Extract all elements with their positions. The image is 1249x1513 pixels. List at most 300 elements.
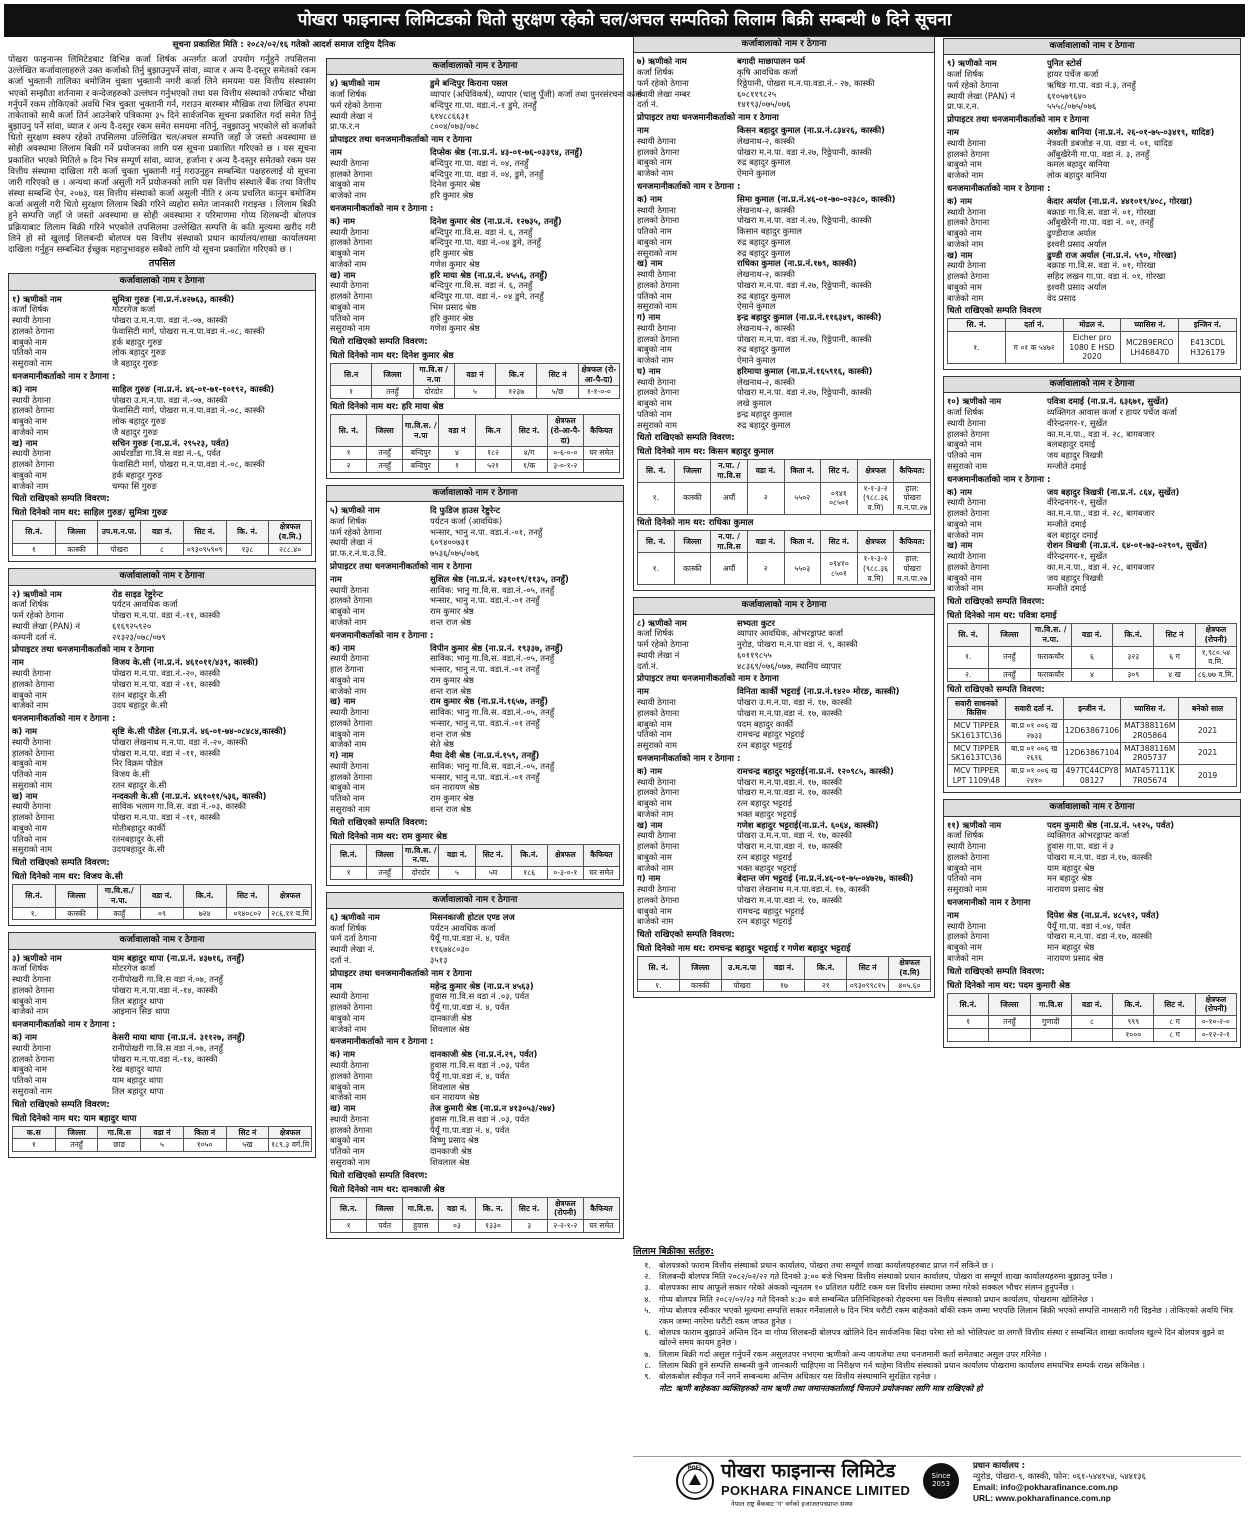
field-row [330, 1157, 620, 1168]
field-label: ६) ऋणीको नाम [330, 911, 380, 922]
field-value: इश्वरी प्रसाद अर्याल [1047, 281, 1107, 292]
field-value: सभ्यता कुटर [737, 617, 775, 628]
field-label: नाम [947, 909, 959, 920]
field-row [637, 291, 931, 302]
field-row [637, 78, 931, 89]
field-label: बाबुको नाम [330, 606, 365, 616]
table-cell: १,९८०.५४ व.मि. [1195, 646, 1236, 668]
field-row [637, 661, 931, 672]
field-label: हालको ठेगाना [637, 787, 680, 798]
field-label: बाबुको नाम [12, 336, 47, 347]
table-header-cell: गा.वि.स [98, 1126, 141, 1139]
table-row [948, 1016, 1237, 1029]
asset-heading: धितो राखिएको सम्पति विवरण: [947, 597, 1045, 608]
field-label: बाबुको नाम [637, 798, 672, 809]
guarantor-4 [637, 366, 931, 431]
proprietor-heading: प्रोपाइटर तथा धनजमानीकर्ताको नाम र ठेगाना [637, 113, 779, 123]
table-cell: तनहुँ [55, 1139, 98, 1152]
field-label: बाबुको नाम [12, 822, 47, 833]
field-value: धन नारायण श्रेष्ठ [430, 782, 480, 793]
field-value: उदयबहादुर के.सी [112, 844, 165, 855]
guarantor-1 [947, 487, 1237, 541]
field-label: हालको ठेगाना [637, 215, 680, 226]
field-label: स्थायी ठेगाना [947, 206, 986, 217]
footer [633, 1456, 1241, 1511]
guarantor-1 [637, 766, 931, 820]
field-label: स्थायी ठेगाना [637, 204, 676, 215]
table-cell: १. [638, 553, 675, 585]
field-value: याम बहादुर थापा (ना.प्र.नं. ४३७१६, तनहुँ) [112, 952, 245, 963]
field-row [12, 589, 312, 600]
field-label: बाबुको नाम [330, 674, 365, 685]
table-cell: १ [331, 866, 367, 879]
term-number: ४. [644, 1293, 651, 1304]
table-header-row [638, 530, 931, 552]
field-value: फेवासिटी मार्ग, पोखरा म.न.पा.वडा नं.-०८, कास्की [112, 459, 265, 469]
table-cell: MAT457111K 7R05674 [1121, 765, 1179, 787]
field-row [637, 280, 931, 291]
asset-table [12, 884, 312, 920]
field-label: कर्जा शिर्षक [330, 515, 367, 526]
field-row [947, 250, 1237, 261]
field-row [947, 159, 1237, 170]
field-value: रतन बहादुर के.सी [112, 779, 167, 790]
field-value: आँबुखैरेनी गा.पा. वडा नं. ०१, तनहुँ [1047, 217, 1154, 228]
field-value: जय बहादुर त्रिखत्री (ना.प्र.नं. ८६४, सुर्खेत) [1047, 486, 1180, 497]
field-row [330, 1071, 620, 1082]
field-row [637, 89, 931, 100]
table-header-cell: गा.वि.स [1030, 993, 1071, 1015]
field-row [12, 395, 312, 406]
field-value: कमल बहादुर बानिया [1047, 159, 1110, 170]
field-label: बाबुको नाम [947, 572, 982, 583]
field-value: हुवास गा.वि.स वडा नं .०३, पर्वत [430, 1113, 530, 1124]
field-label: ख) नाम [637, 819, 663, 830]
field-value: बन्दिपुर गा.पा. वडा.नं.-१ डुमे, तनहुँ [430, 99, 537, 110]
table-cell: १. [13, 907, 56, 920]
table-header-cell: मोडल नं. [1063, 319, 1121, 332]
proprietor [330, 981, 620, 1035]
table-cell: ग ०१ क ५४७२ [1005, 331, 1063, 363]
field-label: क) नाम [947, 195, 973, 206]
table-cell: ४ [1071, 669, 1112, 682]
field-row [330, 574, 620, 585]
field-label: स्थायी लेखा (PAN) नं [12, 620, 81, 631]
borrower-details [947, 396, 1237, 471]
term-number: १. [644, 1259, 651, 1270]
table-cell: ०-१२-२-१ [1195, 1028, 1236, 1041]
proprietor [947, 127, 1237, 181]
company-name-nepali: पोखरा फाइनान्स लिमिटेड [721, 1460, 896, 1482]
field-row [12, 438, 312, 449]
table-header-cell: सवारी साधनको किसिम [948, 697, 1006, 719]
field-row [330, 100, 620, 111]
field-row [637, 639, 931, 650]
field-value: सृष्टि के.सी पौडेल (ना.प्र.नं. ४६-०१-७४-०८४८४,कास्की) [112, 726, 287, 737]
field-row [637, 766, 931, 777]
borrower-box-6 [326, 892, 624, 1239]
field-label: स्थायी ठेगाना [330, 226, 369, 237]
table-row [13, 543, 312, 556]
field-label: फर्म रहेको ठेगाना [12, 610, 64, 621]
website-link[interactable]: URL: www.pokharafinance.com.np [973, 1492, 1111, 1503]
borrower-box-2 [8, 568, 316, 926]
field-label: ७) ऋणीको नाम [637, 56, 687, 67]
field-value: पोखरा म.न.पा. वडा नं.२७, रिठ्ठेपानी, कास्की [737, 387, 872, 398]
asset-owner-2: धितो दिनेको नाम थर: हरि माया श्रेष्ठ [330, 402, 444, 413]
field-value: व्यापार आवधिक, ओभरड्राफ्ट कर्जा [737, 628, 844, 639]
field-row [637, 809, 931, 820]
table-cell: १००० [1113, 1028, 1154, 1041]
field-label: स्थायी लेखा नं [637, 649, 680, 660]
field-value: हुवास गा.वि.स वडा नं .०३, पर्वत [430, 1060, 530, 1071]
guarantor-heading: धनजमानीकर्ताको नाम र ठेगाना : [12, 371, 116, 382]
field-value: लेखनाथ-२, कास्की [737, 269, 795, 279]
field-label: पतिको नाम [330, 793, 365, 803]
field-row [947, 953, 1237, 964]
since-label: Since [931, 1472, 951, 1481]
asset-heading: धितो राखिएको सम्पति विवरण: [12, 858, 110, 869]
field-row [947, 217, 1237, 228]
field-value: जै बहादुर गुरुङ [112, 358, 158, 368]
field-value: ३५१३ [430, 954, 448, 965]
field-value: पर्यटन आवधिक कर्जा [112, 599, 178, 610]
field-value: पोखरा म.न.पा. वडा नं.२७, रिठ्ठेपानी, कास्की [737, 215, 872, 226]
table-header-cell: क्षेत्रफल (रो-आ-पै-दा) [578, 364, 619, 386]
field-label: बाजेको नाम [637, 355, 674, 365]
field-row [637, 906, 931, 917]
table-header-cell: कि.नं. [183, 885, 226, 907]
field-label: ससुराको नाम [330, 803, 371, 814]
field-label: ख) नाम [947, 540, 973, 551]
proprietor [637, 686, 931, 751]
field-label: बाजेको नाम [12, 480, 49, 491]
field-value: व्यक्तिगत ओभरड्राफ्ट कर्जा [1047, 830, 1130, 841]
field-row [12, 326, 312, 337]
table-cell: ४०५.६० [889, 979, 931, 992]
field-value: बन्दिपुर गा.पा. वडा नं. ०४, तनहुँ [430, 157, 529, 168]
field-label: १) ऋणीको नाम [12, 293, 62, 304]
field-row [330, 793, 620, 804]
field-row [947, 80, 1237, 91]
table-row [948, 720, 1237, 742]
field-value: साविक: भानु गा.वि.स. वडा.नं.-०५, तनहुँ [430, 707, 555, 717]
table-header-cell: सि. नं. [638, 460, 675, 482]
box-title: कर्जावालाको नाम र ठेगाना [944, 800, 1240, 816]
term-item [633, 1294, 1241, 1304]
field-value: पोखरा म.न.पा. वडा नं.२७, रिठ्ठेपानी, कास्की [737, 333, 872, 344]
field-value: हरि कुमार श्रेष्ठ [430, 190, 474, 200]
field-label: हालको ठेगाना [12, 678, 55, 689]
field-row [330, 270, 620, 281]
field-value: नारायण प्रसाद श्रेष्ठ [1047, 884, 1104, 895]
field-row [330, 664, 620, 675]
term-text: गोप्य बोलपत्र मिति २०८२/०२/२३ गते दिनको ४:३० बजे सम्बन्धित प्रतिनिधिहरुको रोहवरमा यस वित्तीय संस्थाको प्रधान कार्यालय, पोखरामा खोलिनेछ । [659, 1293, 1094, 1304]
field-row [637, 168, 931, 179]
field-row [330, 280, 620, 291]
field-label: बाजेको नाम [330, 1092, 367, 1103]
table-header-cell: न.पा. /गा.वि.स [711, 460, 748, 482]
field-row [637, 194, 931, 205]
field-label: हालको ठेगाना [947, 217, 990, 228]
borrower-details [947, 58, 1237, 112]
field-row [12, 405, 312, 416]
field-value: बगादी माछापालन फर्म [737, 56, 806, 67]
field-label: दर्ता नं. [637, 99, 659, 110]
table-cell: दोरदोर [413, 386, 454, 399]
field-row [330, 1125, 620, 1136]
field-value: ६०११९८५५ [737, 649, 772, 660]
table-cell: १३८ [226, 543, 269, 556]
field-row [330, 772, 620, 783]
proprietor [637, 125, 931, 179]
table-header-row [13, 1126, 312, 1139]
field-value: गणेश कुमार श्रेष्ठ [430, 323, 480, 334]
field-row [330, 750, 620, 761]
field-row [637, 248, 931, 259]
table-cell: १ [331, 1220, 367, 1233]
term-number: ९. [644, 1371, 651, 1382]
field-label: बाबुको नाम [330, 1012, 365, 1023]
field-value: रेख बहादुर थापा [112, 1064, 162, 1075]
field-label: हालको ठेगाना [12, 1053, 55, 1064]
table-header-cell: सि. नं. [638, 957, 680, 979]
field-label: स्थायी ठेगाना [637, 322, 676, 333]
table-cell: कास्की [55, 907, 98, 920]
field-value: किसन बहादुर कुमाल (ना.प्र.नं.८३४२६, कास्की) [737, 125, 885, 135]
field-row [12, 1006, 312, 1017]
field-row [637, 67, 931, 78]
column-2 [326, 58, 642, 1510]
field-value: ६०८११९८२५ [737, 88, 777, 99]
table-header-cell: सि.नं. [13, 521, 56, 543]
table-cell: २१ [805, 979, 847, 992]
field-label: बाबुको नाम [12, 758, 47, 769]
field-value: राम कुमार श्रेष्ठ (ना.प्र.नं.१६५७, तनहुँ) [430, 696, 549, 707]
field-label: ससुराको नाम [637, 740, 678, 751]
term-text: बोलकबोल स्वीकृत गर्ने नगर्ने सम्बन्धमा अन्तिम अधिकार यस वित्तीय संस्थामानि सुरक्षित रहनेछ । [659, 1371, 937, 1382]
field-value: पैयूँ गा.पा. वडा नं.०४, पर्वत [1047, 920, 1131, 931]
field-value: रोड साइड रेष्टुरेन्ट [112, 588, 163, 599]
table-row [948, 669, 1237, 682]
field-label: बाजेको नाम [330, 258, 367, 269]
field-label: बाबुको नाम [330, 248, 365, 258]
field-row [637, 334, 931, 345]
svg-text:POFL: POFL [687, 1465, 703, 1472]
field-value: याम बहादुर श्रेष्ठ [1047, 862, 1095, 873]
guarantor-1 [637, 194, 931, 259]
field-row [637, 409, 931, 420]
field-row [637, 258, 931, 269]
field-label: बाजेको नाम [12, 1006, 49, 1017]
field-value: पोखरा म.न.पा.वडा नं.-१४, कास्की [112, 1053, 218, 1064]
field-label: फर्म रहेको ठेगाना [637, 77, 689, 88]
field-row [637, 686, 931, 697]
field-label: बाजेको नाम [330, 685, 367, 696]
field-label: नाम [637, 125, 649, 135]
field-label: पतिको नाम [330, 312, 365, 323]
field-row [12, 1086, 312, 1097]
field-row [12, 1054, 312, 1065]
table-cell: दोरदोर [403, 866, 439, 879]
borrower-box-10 [943, 376, 1241, 793]
field-label: स्थायी ठेगाना [330, 584, 369, 595]
field-label: क) नाम [12, 1032, 38, 1043]
field-row [330, 782, 620, 793]
company-name-english: POKHARA FINANCE LIMITED [721, 1483, 911, 1498]
field-label: कर्जा शिर्षक [330, 89, 367, 99]
table-header-cell: जिल्ला [55, 521, 98, 543]
field-label: बाबुको नाम [12, 416, 47, 426]
field-label: स्थायी लेखा नम्बर [637, 88, 691, 99]
table-cell: MAT388116M 2R05737 [1121, 742, 1179, 764]
field-label: स्थायी ठेगाना [330, 760, 369, 771]
proprietor-heading: प्रोपाइटर तथा धनजमानीकर्ताको नाम र ठेगाना [12, 645, 154, 656]
field-label: हालको ठेगाना [12, 984, 55, 995]
field-label: स्थायी ठेगाना [330, 707, 369, 717]
field-row [330, 955, 620, 966]
field-label: २) ऋणीको नाम [12, 588, 62, 599]
table-header-cell: गा.वि.स. /न.पा. [403, 844, 439, 866]
field-row [330, 933, 620, 944]
field-label: बाबुको नाम [637, 344, 672, 355]
field-label: फर्म दर्ता ठेगाना [330, 933, 377, 944]
term-number: ७. [644, 1348, 651, 1359]
guarantor-2 [12, 791, 312, 856]
field-row [12, 470, 312, 481]
field-row [947, 239, 1237, 250]
field-label: हालको ठेगाना [12, 325, 55, 336]
field-value: साविक: भानु गा.वि.स. वडा.नं.-०५, तनहुँ [430, 653, 555, 664]
field-label: स्थायी ठेगाना [330, 653, 369, 664]
term-item [633, 1282, 1241, 1292]
field-value: ५५५८/०७५/०७६ [1047, 101, 1097, 112]
table-cell: तनहुँ [989, 646, 1030, 668]
field-label: बाजेको नाम [947, 292, 984, 303]
table-header-cell: क.स [13, 1126, 56, 1139]
field-value: दिपेश श्रेष्ठ (ना.प्र.नं. ४८५१२, पर्वत) [1047, 909, 1160, 920]
field-label: हालको ठेगाना [330, 717, 373, 728]
field-label: ख) नाम [12, 437, 38, 448]
asset-heading: धितो राखिएको सम्पति विवरण: [637, 930, 735, 941]
field-value: इश्वरी प्रसाद अर्याल [1047, 238, 1107, 249]
field-label: क) नाम [637, 765, 663, 776]
term-number: २. [644, 1271, 651, 1282]
field-label: बाजेको नाम [637, 168, 674, 178]
field-label: बाबुको नाम [12, 995, 47, 1006]
field-row [637, 863, 931, 874]
field-label: क) नाम [330, 1049, 356, 1060]
field-label: क) नाम [330, 215, 356, 226]
field-label: स्थायी ठेगाना [330, 157, 369, 168]
field-label: क) नाम [947, 486, 973, 497]
field-label: ख) नाम [637, 258, 663, 269]
field-row [330, 981, 620, 992]
field-value: पोखरा उ.म.न.पा. वडा नं.-०७, कास्की [112, 394, 228, 405]
field-value: ढुण्डीराज अर्याल [1047, 228, 1096, 238]
field-value: विजय के.सी [112, 769, 150, 780]
since-badge [923, 1463, 959, 1499]
table-header-cell: उ.म.न.पा [721, 957, 763, 979]
table-cell: तनहुँ [989, 1016, 1030, 1029]
field-value: धन नारायण श्रेष्ठ [430, 1092, 480, 1103]
field-value: हरि कुमार श्रेष्ठ [430, 248, 474, 258]
field-value: भक्त बहादुर भट्टराई [737, 862, 797, 873]
asset-table [637, 459, 931, 515]
field-row [330, 323, 620, 334]
table-cell: ९९९ [1113, 1016, 1154, 1029]
field-label: कर्जा शिर्षक [947, 407, 984, 418]
field-row [947, 127, 1237, 138]
field-label: बाजेको नाम [330, 190, 367, 200]
borrower-details [330, 912, 620, 966]
table-header-cell: क्षेत्रफल (रोपनी) [547, 1197, 583, 1219]
field-label: हालको ठेगाना [330, 595, 373, 606]
table-header-cell: वडा नं. [1071, 993, 1112, 1015]
field-row [330, 190, 620, 201]
table-cell: २. [948, 669, 989, 682]
table-cell: ०९ [141, 907, 184, 920]
table-cell: ७२४ [183, 907, 226, 920]
table-cell: अर्घौ [711, 482, 748, 514]
field-value: सुशिल श्रेष्ठ (ना.प्र.नं. ४३१०१९/११३५, तनहुँ) [430, 573, 569, 584]
field-value: पोखरा उ.म.न.पा. वडा नं.-०७, कास्की [112, 315, 228, 325]
field-row [637, 136, 931, 147]
table-header-cell: सि.नं. [13, 885, 56, 907]
borrower-details [947, 820, 1237, 895]
borrower-box-4 [326, 58, 642, 479]
field-label: स्थायी ठेगाना [637, 697, 676, 708]
field-row [330, 912, 620, 923]
field-value: बक्राङ गा.वि.स. वडा नं. ०१, गोरखा [1047, 260, 1156, 271]
term-text: गोप्य बोलपत्र स्वीकार भएको मूल्यमा सम्पत्ति सकार गर्नेवालाले ७ दिन भित्र धरौटी रकम बाहेकको बाँकी रकम जम्मा भएपछि लिलाम बिक्री भएको सम्पत्ति नामसारी गरी दिइनेछ । तोकिएको अवधि भित्र रकम जम्मा नगरेमा धरौटी रकम जफत हुनेछ । [659, 1305, 1234, 1326]
table-cell: १ [439, 460, 475, 473]
table-cell: १८६ [511, 866, 547, 879]
field-row [637, 697, 931, 708]
table-cell: १-१-३-२ (९८८.३६ व.मि) [857, 553, 894, 585]
table-cell [948, 1028, 989, 1041]
table-cell: गुणादी [1030, 1016, 1071, 1029]
field-value: दिप्सेक श्रेष्ठ (ना.प्र.नं. ४३-०१-७६-०३३९४, तनहुँ) [430, 147, 583, 157]
field-row [637, 740, 931, 751]
table-header-cell: कि.न [475, 415, 511, 447]
field-row [947, 562, 1237, 573]
field-label: ससुराको नाम [637, 301, 678, 312]
intro-paragraph: पोखरा फाइनान्स लिमिटेडबाट विभिन्न कर्जा शिर्षक अन्तर्गत कर्जा उपयोग गर्नुहुने तपसिलमा उल्लेखित कर्जावालाहरुले उक्त कर्जाको तिर्नु बुझाउनुपर्ने सांवा, व्याज र अन्य दै-दस्तुर समेतको रकम कर्जा भुक्तानी तालिका बमोजिम चुक्ता भुक्तानी नगरी कर्जा लिने समयमा यस वित्तीय संस्थासंग भएको सम्झौता शर्तनामा र कन्देजहरुको उल्लंघन गर्नुभएको तथा यस वित्तीय संस्थाको तर्फबाट भौखा गर्नुपर्ने रकम तोकिएको अवधि भित्र चुक्ता भुक्तानी गर्न, गराउन बारम्बार मौखिक तथा लिखित रुपमा ताकेताको साथै कर्जा तिर्न आउनेबारे पत्रिकामा ३५ दिने सार्वजनिक सूचना प्रकाशित गर्दा समेत तिर्नु बुझाउनु पर्ने सांवा, व्याज र अन्य दै-दस्तुर रकम समेत समयमा नतिर्नु, नबुझाउनु भएकोले सो कर्जाको धितो सुरक्षण स्वरुप रहेको तपसिलमा उल्लिखित चल/अचल सम्पत्ति जहाँ जे जस्तो अवस्थामा छ सोही अवस्थामा लिलाम बिक्री गर्ने प्रयोजनका लागि यस सूचना प्रकाशित गरिएको छ । यस सूचना प्रकाशित भएको मितिले ७ दिन भित्र सम्पूर्ण सांवा, व्याज, हर्जाना र अन्य दै-दस्तुर समेतको रकम यस वित्तीय संस्थामा दाखिला गरी कर्जा चुक्ता भुक्तानी गर्नु गराउनुहुन सम्बन्धित पक्षहरुलाई यो सूचना जारी गरिएको छ । अन्यथा कर्जा असुली गर्ने प्रयोजनको लागि यस वित्तीय संस्थाले बैंक तथा वित्तीय संस्था सम्बन्धि ऐन, २०७३, यस वित्तीय संस्थाको कर्जा असुली नीति र अन्य प्रचलित कानुन बमोजिम कर्जा असुली गरी धितो सुरक्षण लिलाम बिक्री गरिने व्यहोरा समेत जानकारी गराइन्छ । लिलाम बिक्री हुने सम्पत्ति जहाँ जे जस्तो अवस्थामा छ सोही अवस्थामा र परिमाणमा गोप्य शिलबन्दी बोलपत्र प्रक्रियाबाट लिलाम बिक्री गरिने भएकोले तपसिलमा उल्लेखित सम्पत्ति के कति मुल्यमा खरीद गरी लिने हो सो खुलाई शिलबन्दी बोलपत्र यस वित्तीय संस्थाको प्रधान कार्यालय/शाखा कार्यालयमा दाखिला गर्नुहुन सम्बन्धित ईच्छुक महानुभावहरु सबैको लागि यो सूचना प्रकाशित गरिएको छ । [8, 55, 316, 255]
field-label: बाबुको नाम [330, 1135, 365, 1146]
field-value: पोखरा म.न.पा.वडा नं. १७, कास्की [737, 707, 843, 718]
field-row [637, 787, 931, 798]
email-link[interactable]: Email: info@pokharafinance.com.np [973, 1481, 1118, 1492]
field-value: रतन बहादुर के.सी [112, 689, 167, 700]
term-item [633, 1305, 1241, 1326]
asset-table [330, 363, 620, 399]
field-value: बन्दिपुर गा.पा. वडा नं. ०४, डुमे, तनहुँ [430, 168, 544, 179]
table-header-row [948, 624, 1237, 646]
table-cell: बा.प्र ०१ ००६ ख २७३३ [1005, 720, 1063, 742]
borrower-box-3 [8, 932, 316, 1158]
table-cell: ३ [511, 1220, 547, 1233]
table-header-cell: जिल्ला [367, 844, 403, 866]
field-label: बाबुको नाम [947, 281, 982, 292]
field-label: पतिको नाम [12, 833, 47, 844]
borrower-details [12, 953, 312, 1018]
term-text: बोलपत्र फाराम बुझाउने अन्तिम दिन वा गोप्य शिलबन्दी बोलपत्र खोलिने दिन सार्वजनिक बिदा परेमा सो को भोलिपल्ट वा लगत्तै वित्तीय संस्था र सम्बन्धित शाखा कार्यालय खुल्ने दिन बोलपत्र बुझ्ने वा खोल्ने समय कायम हुनेछ । [659, 1326, 1225, 1348]
field-value: विजय के.सी (ना.प्र.नं. ४६१०११/४३९, कास्की) [112, 657, 259, 668]
table-header-row [331, 364, 620, 386]
table-cell: पोखरा [98, 543, 141, 556]
field-row [637, 884, 931, 895]
